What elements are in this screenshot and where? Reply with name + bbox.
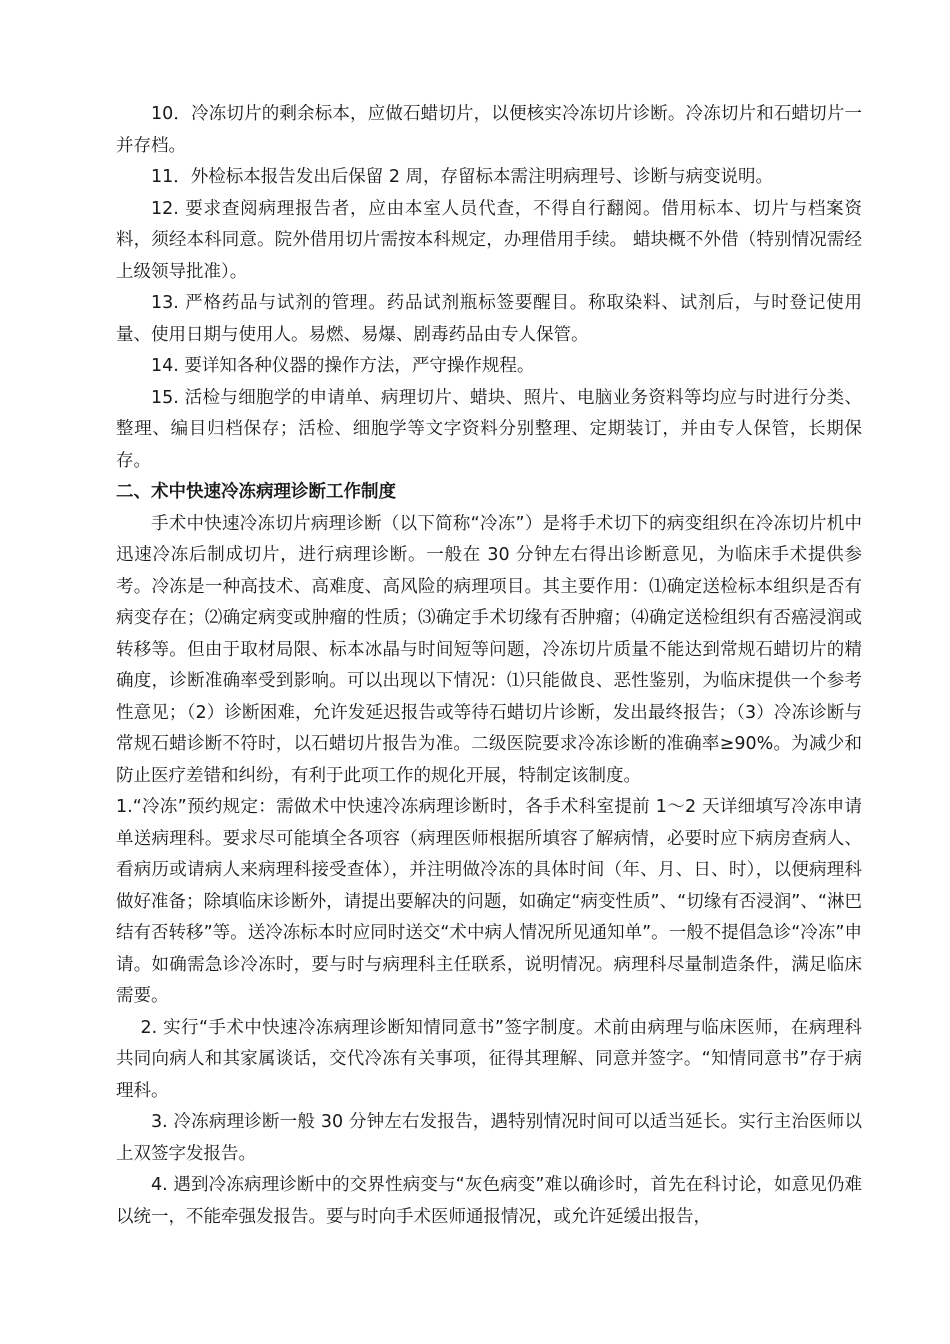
paragraph-item-13: 13. 严格药品与试剂的管理。药品试剂瓶标签要醒目。称取染料、试剂后，与时登记使用量、使用日期与使用人。易燃、易爆、剧毒药品由专人保管。	[116, 293, 862, 345]
rule-1-paragraph: 1.“冷冻”预约规定：需做术中快速冷冻病理诊断时，各手术科室提前 1～2 天详细填写冷冻申请单送病理科。要求尽可能填全各项容（病理医师根据所填容了解病情，必要时应下病房查病人、看病历或请病人来病理科接受查体），并注明做冷冻的具体时间（年、月、日、时），以便病理科做好准备；除填临床诊断外，请提出要解决的问题，如确定“病变性质”、“切缘有否浸润”、“淋巴结有否转移”等。送冷冻标本时应同时送交“术中病人情况所见通知单”。一般不提倡急诊“冷冻”申请。如确需急诊冷冻时，要与时与病理科主任联系，说明情况。病理科尽量制造条件，满足临床需要。	[116, 797, 862, 1006]
rule-4-paragraph: 4. 遇到冷冻病理诊断中的交界性病变与“灰色病变”难以确诊时，首先在科讨论，如意见仍难以统一，不能牵强发报告。要与时向手术医师通报情况，或允许延缓出报告，	[116, 1175, 862, 1227]
paragraph-item-11: 11．外检标本报告发出后保留 2 周，存留标本需注明病理号、诊断与病变说明。	[151, 167, 774, 187]
paragraph-item-15: 15. 活检与细胞学的申请单、病理切片、蜡块、照片、电脑业务资料等均应与时进行分类、整理、编目归档保存；活检、细胞学等文字资料分别整理、定期装订，并由专人保管，长期保存。	[116, 387, 862, 471]
section-heading: 二、术中快速冷冻病理诊断工作制度	[116, 482, 396, 502]
paragraph-item-12: 12. 要求查阅病理报告者，应由本室人员代查，不得自行翻阅。借用标本、切片与档案资料，须经本科同意。院外借用切片需按本科规定，办理借用手续。 蜡块概不外借（特别情况需经上级领导批准）。	[116, 198, 862, 282]
rule-2-paragraph: 2. 实行“手术中快速冷冻病理诊断知情同意书”签字制度。术前由病理与临床医师，在病理科共同向病人和其家属谈话，交代冷冻有关事项，征得其理解、同意并签字。“知情同意书”存于病理科。	[116, 1017, 862, 1101]
rule-3-paragraph: 3. 冷冻病理诊断一般 30 分钟左右发报告，遇特别情况时间可以适当延长。实行主治医师以上双签字发报告。	[116, 1112, 862, 1164]
paragraph-item-14: 14. 要详知各种仪器的操作方法，严守操作规程。	[151, 356, 535, 376]
paragraph-item-10: 10．冷冻切片的剩余标本，应做石蜡切片，以便核实冷冻切片诊断。冷冻切片和石蜡切片一并存档。	[116, 104, 862, 156]
document-page	[116, 99, 862, 1233]
intro-paragraph: 手术中快速冷冻切片病理诊断（以下简称“冷冻”）是将手术切下的病变组织在冷冻切片机中迅速冷冻后制成切片，进行病理诊断。一般在 30 分钟左右得出诊断意见，为临床手术提供参考。冷冻是一种高技术、高难度、高风险的病理项目。其主要作用：⑴确定送检标本组织是否有病变存在；⑵确定病变或肿瘤的性质；⑶确定手术切缘有否肿瘤；⑷确定送检组织有否癌浸润或转移等。但由于取材局限、标本冰晶与时间短等问题，冷冻切片质量不能达到常规石蜡切片的精确度，诊断准确率受到影响。可以出现以下情况：⑴只能做良、恶性鉴别，为临床提供一个参考性意见；（2）诊断困难，允许发延迟报告或等待石蜡切片诊断，发出最终报告；（3）冷冻诊断与常规石蜡诊断不符时，以石蜡切片报告为准。二级医院要求冷冻诊断的准确率≥90%。为减少和防止医疗差错和纠纷，有利于此项工作的规化开展，特制定该制度。	[116, 513, 862, 786]
